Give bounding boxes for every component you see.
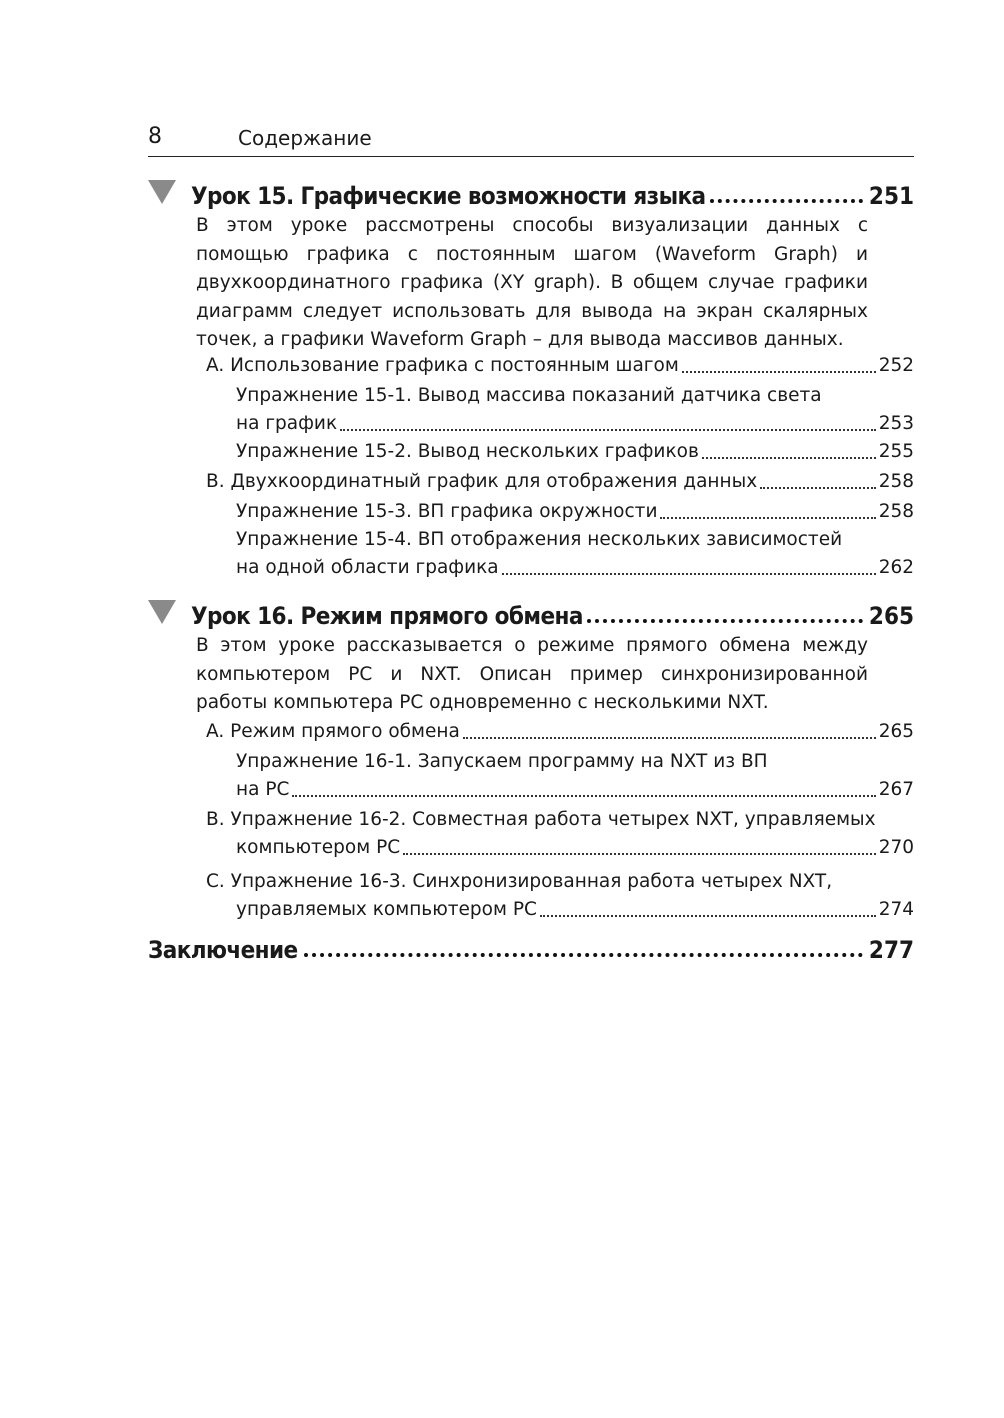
entry-page: 252 bbox=[878, 355, 914, 376]
entry-title-line: B. Упражнение 16-2. Совместная работа четырех NXT, управляемых bbox=[206, 809, 876, 830]
running-head bbox=[148, 122, 914, 157]
entry-page: 262 bbox=[878, 557, 914, 578]
toc-entry[interactable] bbox=[206, 468, 914, 496]
lesson-title: Урок 15. Графические возможности языка bbox=[191, 182, 706, 210]
entry-title: A. Режим прямого обмена bbox=[206, 721, 460, 742]
dot-leader bbox=[540, 915, 876, 917]
toc-entry[interactable] bbox=[236, 498, 914, 526]
entry-page: 258 bbox=[878, 471, 914, 492]
lesson-page: 265 bbox=[868, 602, 914, 630]
dot-leader bbox=[660, 517, 875, 519]
dot-leader bbox=[682, 371, 876, 373]
entry-title: управляемых компьютером PC bbox=[236, 899, 537, 920]
lesson-description: В этом уроке рассмотрены способы визуализации данных с помощью графика с постоянным шагом (Waveform Graph) и двухкоординатного графика (XY graph). В общем случае графики диаграмм следует использовать для вывода на экран скалярных точек, а графики Waveform Graph – для вывода массивов данных. bbox=[196, 215, 868, 350]
toc-entry[interactable] bbox=[236, 438, 914, 466]
dot-leader bbox=[403, 853, 876, 855]
entry-title: на PC bbox=[236, 779, 290, 800]
entry-page: 258 bbox=[878, 501, 914, 522]
entry-title: Упражнение 15-3. ВП графика окружности bbox=[236, 501, 658, 522]
entry-title-line: Упражнение 15-1. Вывод массива показаний датчика света bbox=[236, 385, 822, 406]
page-number: 8 bbox=[148, 124, 162, 149]
entry-title: Упражнение 15-2. Вывод нескольких графиков bbox=[236, 441, 699, 462]
entry-page: 255 bbox=[878, 441, 914, 462]
dot-leader bbox=[340, 429, 876, 431]
running-title: Содержание bbox=[238, 126, 372, 150]
entry-page: 274 bbox=[878, 899, 914, 920]
lesson-heading[interactable] bbox=[191, 596, 914, 630]
toc-entry[interactable] bbox=[206, 868, 914, 924]
conclusion-title: Заключение bbox=[148, 936, 298, 964]
entry-title: на одной области графика bbox=[236, 557, 499, 578]
lesson-page: 251 bbox=[868, 182, 914, 210]
toc-entry[interactable] bbox=[206, 718, 914, 746]
lesson-description: В этом уроке рассказывается о режиме прямого обмена между компьютером PC и NXT. Описан пример синхронизированной работы компьютера PC одновременно с несколькими NXT. bbox=[196, 635, 868, 713]
lesson-16 bbox=[148, 596, 914, 926]
lesson-15 bbox=[148, 176, 914, 586]
dot-leader bbox=[304, 953, 863, 957]
toc-entry[interactable] bbox=[236, 526, 914, 582]
lesson-heading[interactable] bbox=[191, 176, 914, 210]
entry-title-line: Упражнение 16-1. Запускаем программу на NXT из ВП bbox=[236, 751, 768, 772]
entry-title: компьютером PC bbox=[236, 837, 401, 858]
toc-entry[interactable] bbox=[206, 806, 914, 862]
toc-entry[interactable] bbox=[236, 748, 914, 804]
dot-leader bbox=[760, 487, 876, 489]
dot-leader bbox=[502, 573, 876, 575]
dot-leader bbox=[710, 199, 863, 203]
entry-title: A. Использование графика с постоянным шагом bbox=[206, 355, 679, 376]
dot-leader bbox=[702, 457, 876, 459]
entry-title: B. Двухкоординатный график для отображения данных bbox=[206, 471, 758, 492]
triangle-bullet-icon bbox=[148, 600, 176, 624]
entry-page: 270 bbox=[878, 837, 914, 858]
dot-leader bbox=[292, 795, 875, 797]
dot-leader bbox=[463, 737, 876, 739]
triangle-bullet-icon bbox=[148, 180, 176, 204]
entry-page: 267 bbox=[878, 779, 914, 800]
conclusion-entry[interactable] bbox=[148, 930, 914, 964]
toc-entry[interactable] bbox=[236, 382, 914, 438]
lesson-title: Урок 16. Режим прямого обмена bbox=[191, 602, 583, 630]
entry-title-line: C. Упражнение 16-3. Синхронизированная работа четырех NXT, bbox=[206, 871, 833, 892]
entry-title-line: Упражнение 15-4. ВП отображения нескольких зависимостей bbox=[236, 529, 843, 550]
entry-title: на график bbox=[236, 413, 338, 434]
entry-page: 253 bbox=[878, 413, 914, 434]
dot-leader bbox=[587, 619, 863, 623]
conclusion-page: 277 bbox=[868, 936, 914, 964]
entry-page: 265 bbox=[878, 721, 914, 742]
toc-entry[interactable] bbox=[206, 352, 914, 380]
